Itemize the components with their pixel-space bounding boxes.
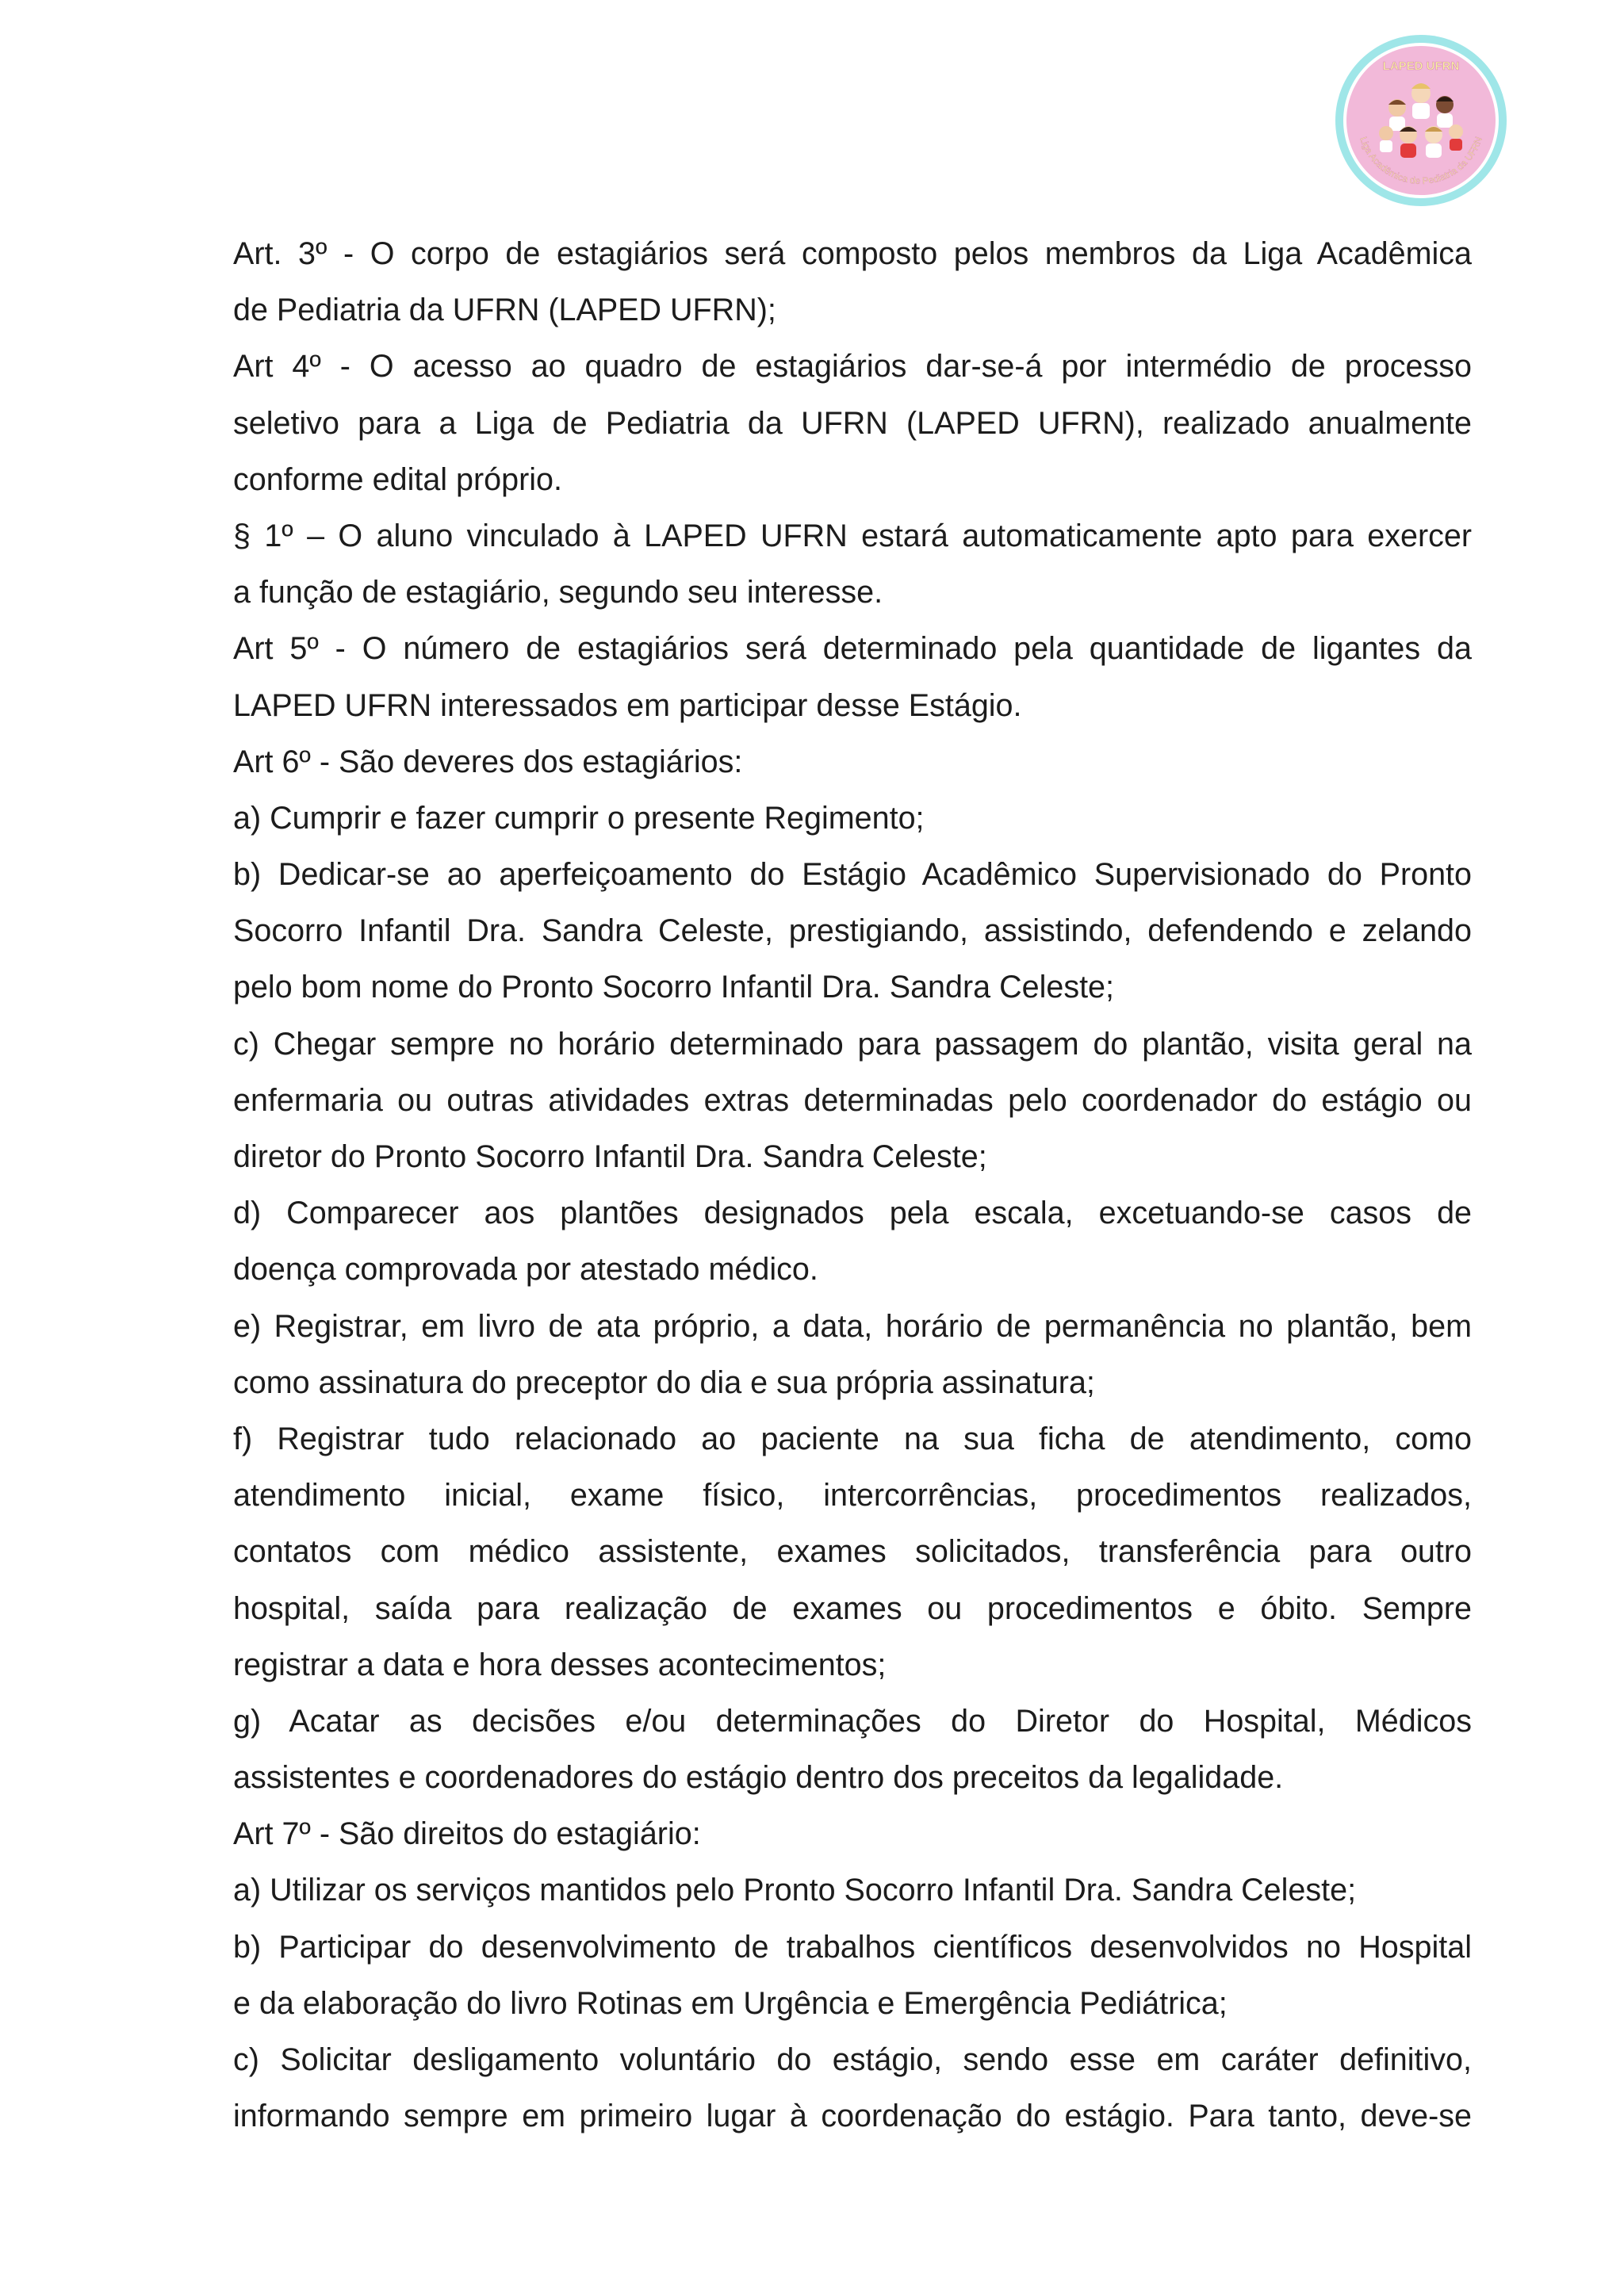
text-line: doença comprovada por atestado médico. — [233, 1252, 818, 1288]
text-line: conforme edital próprio. — [233, 461, 562, 497]
text-line: b) Participar do desenvolvimento de trabalhos científicos desenvolvidos no Hospital — [233, 1929, 1472, 1965]
logo-top-text: LAPED UFRN — [1382, 59, 1460, 73]
text-line: Art 6º - São deveres dos estagiários: — [233, 744, 743, 779]
text-line: Art 7º - São direitos do estagiário: — [233, 1816, 701, 1852]
text-line: pelo bom nome do Pronto Socorro Infantil Dra. Sandra Celeste; — [233, 970, 1114, 1005]
text-line: Socorro Infantil Dra. Sandra Celeste, prestigiando, assistindo, defendendo e zelando — [233, 913, 1472, 949]
text-line: a) Cumprir e fazer cumprir o presente Regimento; — [233, 800, 925, 836]
logo-ring-text: Liga Acadêmica de Pediatria da UFRN — [1358, 135, 1484, 187]
text-line: informando sempre em primeiro lugar à coordenação do estágio. Para tanto, deve-se — [233, 2099, 1472, 2134]
text-line: diretor do Pronto Socorro Infantil Dra. Sandra Celeste; — [233, 1139, 987, 1174]
text-line: assistentes e coordenadores do estágio dentro dos preceitos da legalidade. — [233, 1760, 1284, 1796]
text-line: seletivo para a Liga de Pediatria da UFRN (LAPED UFRN), realizado anualmente — [233, 405, 1472, 441]
text-line: hospital, saída para realização de exames ou procedimentos e óbito. Sempre — [233, 1590, 1472, 1626]
text-line: LAPED UFRN interessados em participar desse Estágio. — [233, 687, 1022, 723]
text-line: e da elaboração do livro Rotinas em Urgência e Emergência Pediátrica; — [233, 1985, 1228, 2021]
text-line: Art 4º - O acesso ao quadro de estagiários dar-se-á por intermédio de processo — [233, 349, 1472, 385]
laped-ufrn-logo — [1332, 32, 1510, 209]
text-line: enfermaria ou outras atividades extras determinadas pelo coordenador do estágio ou — [233, 1082, 1472, 1118]
text-line: registrar a data e hora desses acontecimentos; — [233, 1647, 887, 1682]
text-line: a função de estagiário, segundo seu interesse. — [233, 575, 883, 610]
text-line: f) Registrar tudo relacionado ao paciente na sua ficha de atendimento, como — [233, 1421, 1472, 1456]
text-line: c) Chegar sempre no horário determinado para passagem do plantão, visita geral na — [233, 1026, 1472, 1062]
text-line: d) Comparecer aos plantões designados pela escala, excetuando-se casos de — [233, 1196, 1472, 1231]
text-line: Art. 3º - O corpo de estagiários será composto pelos membros da Liga Acadêmica — [233, 236, 1472, 271]
text-line: § 1º – O aluno vinculado à LAPED UFRN estará automaticamente apto para exercer — [233, 518, 1472, 553]
text-line: e) Registrar, em livro de ata próprio, a data, horário de permanência no plantão, bem — [233, 1308, 1472, 1344]
text-line: a) Utilizar os serviços mantidos pelo Pronto Socorro Infantil Dra. Sandra Celeste; — [233, 1873, 1357, 1908]
logo-graphic — [1332, 32, 1510, 209]
text-line: de Pediatria da UFRN (LAPED UFRN); — [233, 293, 776, 328]
text-line: b) Dedicar-se ao aperfeiçoamento do Estágio Acadêmico Supervisionado do Pronto — [233, 857, 1472, 893]
text-line: contatos com médico assistente, exames solicitados, transferência para outro — [233, 1534, 1472, 1570]
text-line: atendimento inicial, exame físico, intercorrências, procedimentos realizados, — [233, 1478, 1472, 1513]
text-line: g) Acatar as decisões e/ou determinações do Diretor do Hospital, Médicos — [233, 1703, 1472, 1739]
text-line: c) Solicitar desligamento voluntário do estágio, sendo esse em caráter definitivo, — [233, 2042, 1472, 2077]
text-line: como assinatura do preceptor do dia e sua própria assinatura; — [233, 1364, 1095, 1400]
text-line: Art 5º - O número de estagiários será determinado pela quantidade de ligantes da — [233, 631, 1472, 667]
document-body — [233, 226, 1472, 2145]
